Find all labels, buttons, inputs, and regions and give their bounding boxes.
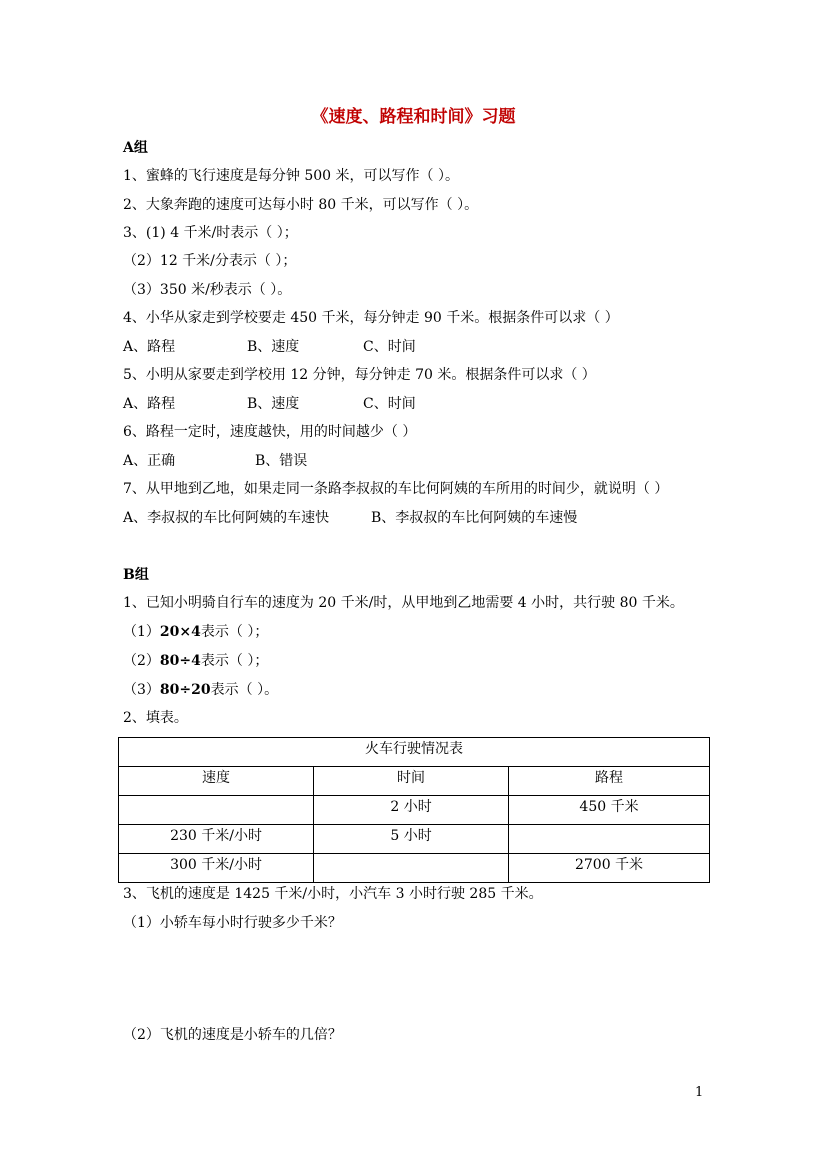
part-number: （2）: [123, 653, 160, 669]
part-text: 表示（ ）。: [210, 682, 279, 698]
page-number: 1: [695, 1085, 704, 1100]
a-question-5-options: [123, 394, 416, 414]
b-question-2: 2、填表。: [123, 710, 188, 726]
table-caption: 火车行驶情况表: [119, 738, 710, 767]
math-expression: 20×4: [159, 624, 201, 640]
table-row: [119, 796, 710, 825]
option-b: B、速度: [247, 339, 300, 355]
cell-time: 2 小时: [314, 796, 509, 825]
cell-speed: 300 千米/小时: [119, 854, 314, 883]
part-text: 表示（ ）；: [200, 653, 269, 669]
cell-distance: [509, 825, 710, 854]
cell-time: 5 小时: [314, 825, 509, 854]
a-question-5: 5、小明从家要走到学校用 12 分钟，每分钟走 70 米。根据条件可以求（ ）: [123, 367, 596, 383]
part-number: （3）: [123, 682, 160, 698]
a-question-4: 4、小华从家走到学校要走 450 千米，每分钟走 90 千米。根据条件可以求（ ）: [123, 310, 619, 326]
part-number: （1）: [123, 624, 160, 640]
header-distance: 路程: [509, 767, 710, 796]
a-question-3-part-2: （2）12 千米/分表示（ ）；: [123, 253, 297, 269]
a-question-3-part-3: （3）350 米/秒表示（ ）。: [123, 282, 292, 298]
b-question-3-part-2: （2）飞机的速度是小轿车的几倍？: [123, 1027, 342, 1043]
b-question-3: 3、飞机的速度是 1425 千米/小时，小汽车 3 小时行驶 285 千米。: [123, 886, 543, 902]
option-b: B、错误: [255, 453, 308, 469]
option-b: B、速度: [247, 396, 300, 412]
math-expression: 80÷4: [159, 653, 201, 669]
b-question-1-part-2: [123, 651, 268, 671]
a-question-7-options: [123, 508, 577, 528]
option-c: C、时间: [363, 339, 416, 355]
a-question-3-part-1: 3、(1) 4 千米/时表示（ ）；: [123, 225, 298, 241]
option-b: B、李叔叔的车比何阿姨的车速慢: [371, 510, 578, 526]
option-a: A、路程: [123, 396, 176, 412]
a-question-7: 7、从甲地到乙地，如果走同一条路李叔叔的车比何阿姨的车所用的时间少，就说明（ ）: [123, 481, 669, 497]
b-question-3-part-1: （1）小轿车每小时行驶多少千米？: [123, 915, 342, 931]
part-text: 表示（ ）；: [200, 624, 269, 640]
group-a-label: A组: [123, 140, 148, 156]
header-speed: 速度: [119, 767, 314, 796]
option-c: C、时间: [363, 396, 416, 412]
b-question-1-part-1: [123, 622, 268, 642]
table-row: [119, 854, 710, 883]
a-question-4-options: [123, 337, 416, 357]
document-title: 《速度、路程和时间》习题: [311, 107, 516, 127]
cell-speed: [119, 796, 314, 825]
a-question-2: 2、大象奔跑的速度可达每小时 80 千米，可以写作（ ）。: [123, 197, 479, 213]
b-question-1: 1、已知小明骑自行车的速度为 20 千米/时，从甲地到乙地需要 4 小时，共行驶 80 千米。: [123, 595, 684, 611]
b-question-1-part-3: [123, 680, 278, 700]
a-question-6: 6、路程一定时，速度越快，用的时间越少（ ）: [123, 424, 417, 440]
option-a: A、正确: [123, 453, 176, 469]
train-table: [118, 737, 710, 883]
cell-time: [314, 854, 509, 883]
cell-distance: 450 千米: [509, 796, 710, 825]
group-b-label: B组: [123, 567, 149, 583]
table-row: [119, 825, 710, 854]
math-expression: 80÷20: [159, 682, 211, 698]
a-question-6-options: [123, 451, 307, 471]
header-time: 时间: [314, 767, 509, 796]
table-caption-row: [119, 738, 710, 767]
a-question-1: 1、蜜蜂的飞行速度是每分钟 500 米，可以写作（ ）。: [123, 168, 459, 184]
cell-distance: 2700 千米: [509, 854, 710, 883]
option-a: A、李叔叔的车比何阿姨的车速快: [123, 510, 330, 526]
table-header-row: [119, 767, 710, 796]
cell-speed: 230 千米/小时: [119, 825, 314, 854]
option-a: A、路程: [123, 339, 176, 355]
